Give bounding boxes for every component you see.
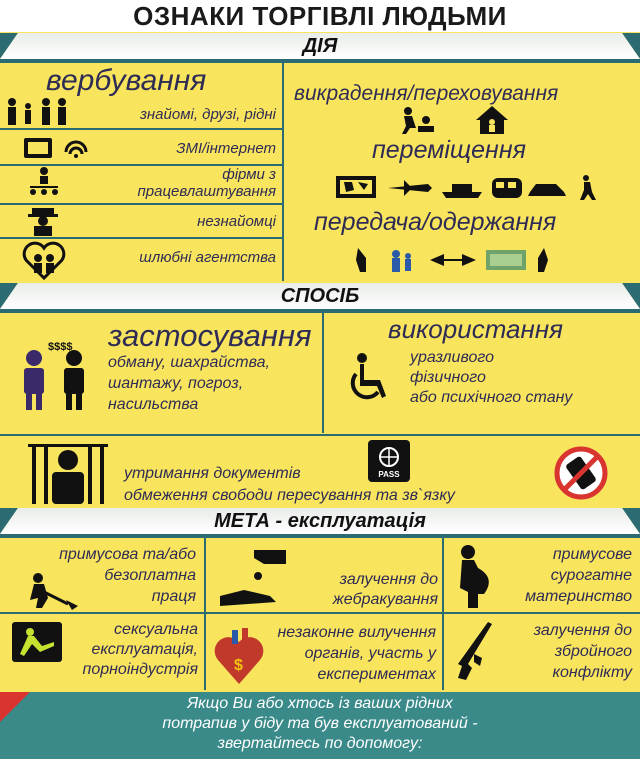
exploitation-line-1: уразливого [410,349,494,366]
organs-line-1: незаконне вилучення [277,624,436,641]
begging-hands-icon [214,546,294,610]
family-icon [2,96,82,128]
firms-line-2: працевлаштування [137,183,276,200]
footer-line-1: Якщо Ви або хтось із ваших рідних [187,695,453,712]
abduction-icon [398,106,438,136]
footer-line-3: звертайтесь по допомогу: [217,735,423,752]
use-force-line-3: насильства [108,396,199,413]
forced-labor-line-2: безоплатна [104,567,196,584]
forced-labor-line-1: примусова та/або [59,546,196,563]
restriction-documents: утримання документів [124,465,301,482]
sexual-line-3: порноіндустрія [82,661,198,678]
movement-heading: переміщення [372,136,526,164]
exploitation-heading: використання [388,314,564,344]
section-label-goal: МЕТА - експлуатація [214,510,426,532]
armed-line-3: конфлікту [552,664,632,681]
armed-line-1: залучення до [533,622,632,639]
armed-line-2: збройного [554,643,632,660]
use-force-line-2: шантажу, погроз, [108,375,244,392]
surrogacy-line-3: материнство [525,588,632,605]
sexual-line-1: сексуальна [114,621,198,638]
footer-text [120,694,520,754]
shovel-worker-icon [24,572,84,610]
goal-begging [304,570,438,610]
forced-labor-line-3: праця [151,588,196,605]
organs-line-2: органів, участь у [304,645,436,662]
passport-icon [368,440,410,482]
footer-line-2: потрапив у біду та був експлуатований - [162,715,478,732]
begging-line-2: жебракування [332,591,438,608]
recruitment-item-marriage: шлюбні агентства [139,249,276,266]
exploitation-line-2: фізичного [410,369,486,386]
wheelchair-icon [346,352,396,404]
pregnant-woman-icon [448,544,504,610]
transfer-icons [352,244,562,276]
recruitment-item-strangers: незнайомці [197,213,276,230]
use-force-heading: застосування [108,318,312,353]
stranger-icon [26,206,60,236]
transfer-heading: передача/одержання [314,208,557,236]
section-label-action: ДІЯ [302,35,338,57]
surrogacy-line-1: примусове [552,546,632,563]
section-band-action [0,33,640,59]
threat-people-icon [18,336,96,412]
sexual-exploitation-icon [12,622,62,662]
footer-corner [0,692,30,722]
organs-line-3: експериментах [317,666,436,683]
goal-organs [228,622,436,685]
goal-sexual [60,620,198,680]
house-hiding-icon [474,104,510,136]
page-title: ОЗНАКИ ТОРГІВЛІ ЛЮДЬМИ [0,0,640,32]
company-icon [26,166,62,200]
section-label-method: СПОСІБ [280,285,360,307]
prisoner-bars-icon [26,440,110,504]
firms-line-1: фірми з [222,166,276,183]
divider [0,59,640,63]
footer [0,692,640,759]
recruitment-item-media: ЗМІ/інтернет [176,140,276,157]
svg-text:$$$$: $$$$ [48,341,73,353]
passport-label: PASS [378,470,400,479]
rifle-icon [452,620,498,686]
surrogacy-line-2: сурогатне [550,567,632,584]
recruitment-item-acquaintances: знайомі, друзі, рідні [139,106,276,123]
section-band-goal [0,508,640,534]
use-force-line-1: обману, шахрайства, [108,354,270,371]
recruitment-heading: вербування [46,64,207,97]
svg-text:$: $ [234,657,243,674]
begging-line-1: залучення до [339,571,438,588]
transport-icons [332,172,602,202]
sexual-line-2: експлуатація, [91,641,198,658]
exploitation-line-3: або психічного стану [410,389,573,406]
goal-surrogacy [506,544,632,607]
exploitation-text [410,348,572,408]
section-band-method [0,283,640,309]
use-force-text [108,352,270,415]
recruitment-item-firms [90,166,276,200]
abduction-heading: викрадення/переховування [294,82,559,105]
no-phone-icon [548,446,614,500]
tv-wifi-icon [22,134,92,162]
restriction-movement: обмеження свободи пересування та зв`язку [124,487,455,504]
couple-heart-icon [22,240,66,280]
goal-armed [498,620,632,683]
